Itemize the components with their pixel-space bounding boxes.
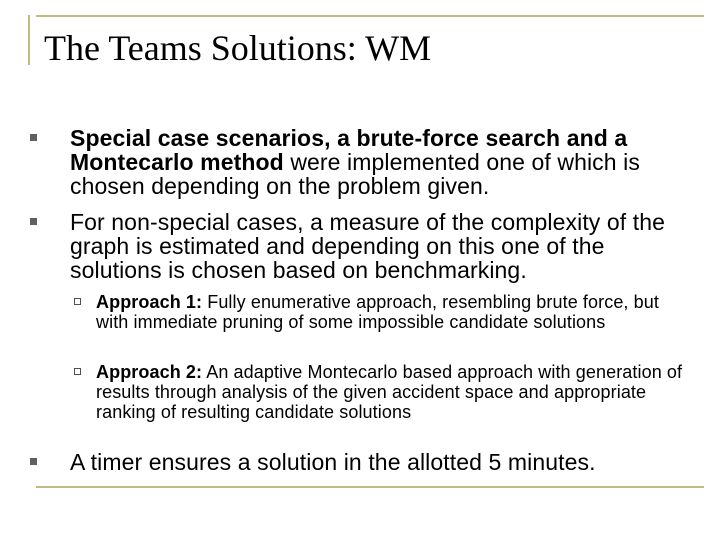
bullet-text xyxy=(70,126,690,198)
bullet-rest-text: For non-special cases, a measure of the complexity of the graph is estimated and depending on this one of the solutions is chosen based on benchmarking. xyxy=(70,209,666,283)
sub-bullet-text xyxy=(96,362,696,422)
bullet-item-3 xyxy=(70,450,690,474)
slide-title: The Teams Solutions: WM xyxy=(44,28,432,68)
square-bullet-icon xyxy=(30,458,37,465)
bullet-text xyxy=(70,210,690,282)
bullet-text: A timer ensures a solution in the allotted 5 minutes. xyxy=(70,449,596,475)
sub-bullet-rest-text: Fully enumerative approach, resembling brute force, but with immediate pruning of some impossible candidate solutions xyxy=(96,292,659,332)
square-bullet-icon xyxy=(30,218,37,225)
hollow-square-bullet-icon xyxy=(74,298,81,305)
sub-bullet-text xyxy=(96,292,696,332)
sub-bullet-item-1 xyxy=(96,292,696,332)
bullet-bold-text: Special case scenarios, a brute-force search and a Montecarlo method xyxy=(70,125,628,175)
bottom-accent-rule xyxy=(36,486,704,488)
sub-bullet-bold-text: Approach 2: xyxy=(96,362,203,382)
bullet-item-2 xyxy=(70,210,690,282)
sub-bullet-rest-text: An adaptive Montecarlo based approach with generation of results through analysis of the given accident space and appropriate ranking of resulting candidate solutions xyxy=(96,362,683,422)
sub-bullet-bold-text: Approach 1: xyxy=(96,292,203,312)
square-bullet-icon xyxy=(30,134,37,141)
sub-bullet-item-2 xyxy=(96,362,696,422)
bullet-item-1 xyxy=(70,126,690,198)
bullet-rest-text: were implemented one of which is chosen depending on the problem given. xyxy=(70,149,640,199)
hollow-square-bullet-icon xyxy=(74,368,81,375)
